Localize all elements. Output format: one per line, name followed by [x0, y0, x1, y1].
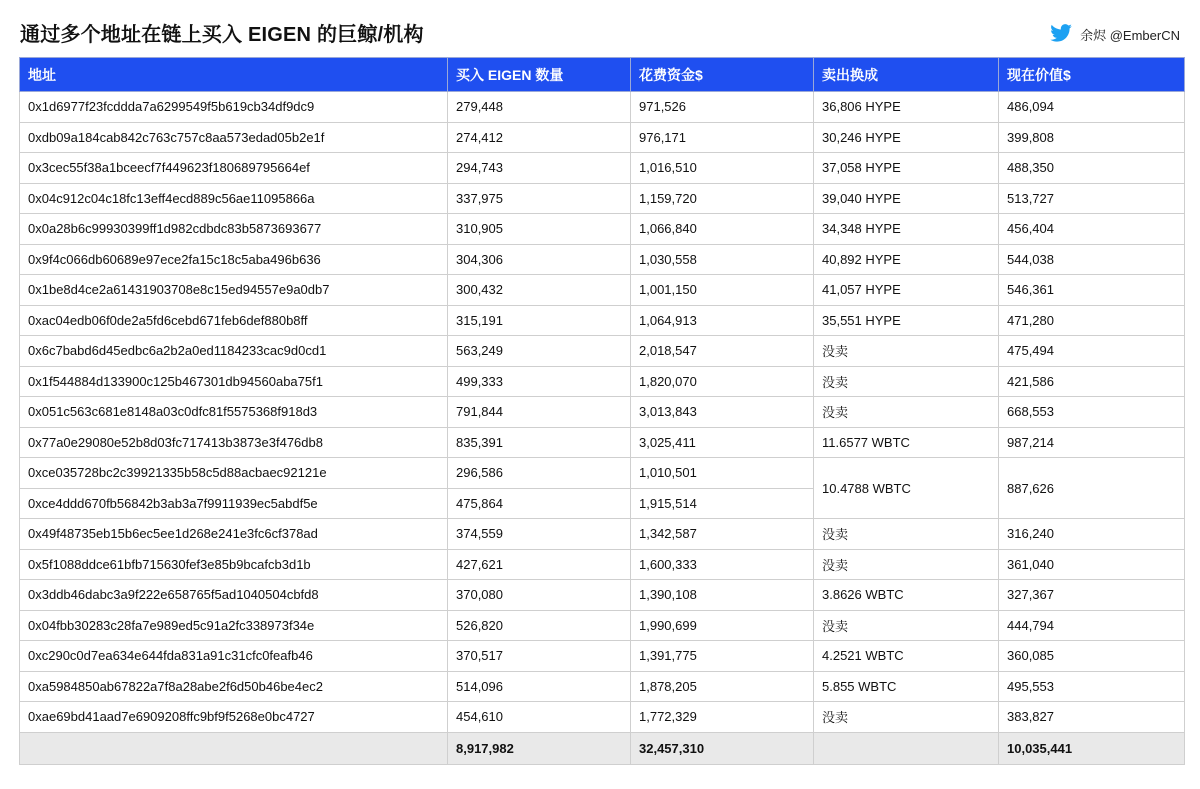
table-row — [20, 610, 1185, 641]
header — [0, 0, 1200, 56]
col-header-sold-for: 卖出换成 — [814, 58, 999, 92]
quantity-cell: 374,559 — [448, 519, 631, 550]
address-cell: 0xa5984850ab67822a7f8a28abe2f6d50b46be4ec2 — [20, 671, 448, 702]
total-quantity: 8,917,982 — [448, 732, 631, 764]
cost-cell: 1,391,775 — [631, 641, 814, 672]
total-sold — [814, 732, 999, 764]
quantity-cell: 475,864 — [448, 488, 631, 519]
total-value: 10,035,441 — [999, 732, 1185, 764]
sold-for-cell: 41,057 HYPE — [814, 275, 999, 306]
cost-cell: 1,820,070 — [631, 366, 814, 397]
current-value-cell: 887,626 — [999, 458, 1185, 519]
quantity-cell: 274,412 — [448, 122, 631, 153]
current-value-cell: 327,367 — [999, 580, 1185, 611]
quantity-cell: 337,975 — [448, 183, 631, 214]
sold-for-cell: 没卖 — [814, 397, 999, 428]
cost-cell: 1,016,510 — [631, 153, 814, 184]
table-row — [20, 702, 1185, 733]
sold-for-cell: 没卖 — [814, 519, 999, 550]
current-value-cell: 513,727 — [999, 183, 1185, 214]
cost-cell: 976,171 — [631, 122, 814, 153]
cost-cell: 1,990,699 — [631, 610, 814, 641]
cost-cell: 3,025,411 — [631, 427, 814, 458]
address-cell: 0x3cec55f38a1bceecf7f449623f180689795664ef — [20, 153, 448, 184]
current-value-cell: 544,038 — [999, 244, 1185, 275]
sold-for-cell: 3.8626 WBTC — [814, 580, 999, 611]
address-cell: 0x49f48735eb15b6ec5ee1d268e241e3fc6cf378ad — [20, 519, 448, 550]
address-cell: 0x051c563c681e8148a03c0dfc81f5575368f918d3 — [20, 397, 448, 428]
current-value-cell: 383,827 — [999, 702, 1185, 733]
cost-cell: 1,878,205 — [631, 671, 814, 702]
address-cell: 0x6c7babd6d45edbc6a2b2a0ed1184233cac9d0cd1 — [20, 336, 448, 367]
table-row — [20, 671, 1185, 702]
table-row — [20, 458, 1185, 489]
address-cell: 0xdb09a184cab842c763c757c8aa573edad05b2e1f — [20, 122, 448, 153]
sold-for-cell: 5.855 WBTC — [814, 671, 999, 702]
twitter-icon — [1050, 24, 1072, 45]
table-row — [20, 519, 1185, 550]
sold-for-cell: 40,892 HYPE — [814, 244, 999, 275]
table-row — [20, 580, 1185, 611]
sold-for-cell: 没卖 — [814, 610, 999, 641]
current-value-cell: 488,350 — [999, 153, 1185, 184]
total-label — [20, 732, 448, 764]
table-row — [20, 153, 1185, 184]
author-credit — [1050, 24, 1180, 45]
address-cell: 0x3ddb46dabc3a9f222e658765f5ad1040504cbfd8 — [20, 580, 448, 611]
quantity-cell: 835,391 — [448, 427, 631, 458]
current-value-cell: 486,094 — [999, 92, 1185, 123]
address-cell: 0x9f4c066db60689e97ece2fa15c18c5aba496b636 — [20, 244, 448, 275]
cost-cell: 1,342,587 — [631, 519, 814, 550]
current-value-cell: 360,085 — [999, 641, 1185, 672]
current-value-cell: 399,808 — [999, 122, 1185, 153]
quantity-cell: 300,432 — [448, 275, 631, 306]
header-row — [20, 58, 1185, 92]
cost-cell: 1,001,150 — [631, 275, 814, 306]
table-row — [20, 183, 1185, 214]
cost-cell: 1,064,913 — [631, 305, 814, 336]
current-value-cell: 421,586 — [999, 366, 1185, 397]
total-cost: 32,457,310 — [631, 732, 814, 764]
table-row — [20, 305, 1185, 336]
current-value-cell: 987,214 — [999, 427, 1185, 458]
sold-for-cell: 没卖 — [814, 549, 999, 580]
address-cell: 0xac04edb06f0de2a5fd6cebd671feb6def880b8ff — [20, 305, 448, 336]
col-header-current-value: 现在价值$ — [999, 58, 1185, 92]
sold-for-cell: 10.4788 WBTC — [814, 458, 999, 519]
address-cell: 0xce4ddd670fb56842b3ab3a7f9911939ec5abdf5e — [20, 488, 448, 519]
quantity-cell: 304,306 — [448, 244, 631, 275]
cost-cell: 3,013,843 — [631, 397, 814, 428]
table-row — [20, 92, 1185, 123]
address-cell: 0xc290c0d7ea634e644fda831a91c31cfc0feafb46 — [20, 641, 448, 672]
col-header-cost: 花费资金$ — [631, 58, 814, 92]
cost-cell: 1,010,501 — [631, 458, 814, 489]
quantity-cell: 315,191 — [448, 305, 631, 336]
current-value-cell: 316,240 — [999, 519, 1185, 550]
cost-cell: 1,159,720 — [631, 183, 814, 214]
sold-for-cell: 36,806 HYPE — [814, 92, 999, 123]
table-row — [20, 641, 1185, 672]
cost-cell: 1,390,108 — [631, 580, 814, 611]
author-handle: 余烬 @EmberCN — [1080, 28, 1180, 43]
quantity-cell: 370,517 — [448, 641, 631, 672]
current-value-cell: 495,553 — [999, 671, 1185, 702]
sold-for-cell: 没卖 — [814, 336, 999, 367]
table-row — [20, 244, 1185, 275]
sold-for-cell: 37,058 HYPE — [814, 153, 999, 184]
table-row — [20, 275, 1185, 306]
address-cell: 0x1f544884d133900c125b467301db94560aba75f1 — [20, 366, 448, 397]
table-row — [20, 336, 1185, 367]
quantity-cell: 279,448 — [448, 92, 631, 123]
cost-cell: 1,915,514 — [631, 488, 814, 519]
address-cell: 0xce035728bc2c39921335b58c5d88acbaec92121e — [20, 458, 448, 489]
sold-for-cell: 没卖 — [814, 702, 999, 733]
current-value-cell: 471,280 — [999, 305, 1185, 336]
quantity-cell: 296,586 — [448, 458, 631, 489]
current-value-cell: 546,361 — [999, 275, 1185, 306]
sold-for-cell: 4.2521 WBTC — [814, 641, 999, 672]
col-header-quantity: 买入 EIGEN 数量 — [448, 58, 631, 92]
col-header-address: 地址 — [20, 58, 448, 92]
sold-for-cell: 没卖 — [814, 366, 999, 397]
address-cell: 0xae69bd41aad7e6909208ffc9bf9f5268e0bc4727 — [20, 702, 448, 733]
table-row — [20, 214, 1185, 245]
address-cell: 0x5f1088ddce61bfb715630fef3e85b9bcafcb3d1b — [20, 549, 448, 580]
quantity-cell: 791,844 — [448, 397, 631, 428]
address-cell: 0x1d6977f23fcddda7a6299549f5b619cb34df9dc9 — [20, 92, 448, 123]
sold-for-cell: 39,040 HYPE — [814, 183, 999, 214]
cost-cell: 2,018,547 — [631, 336, 814, 367]
address-cell: 0x77a0e29080e52b8d03fc717413b3873e3f476db8 — [20, 427, 448, 458]
address-cell: 0x04fbb30283c28fa7e989ed5c91a2fc338973f34e — [20, 610, 448, 641]
table-row — [20, 122, 1185, 153]
table-row — [20, 397, 1185, 428]
quantity-cell: 370,080 — [448, 580, 631, 611]
cost-cell: 1,600,333 — [631, 549, 814, 580]
cost-cell: 971,526 — [631, 92, 814, 123]
cost-cell: 1,030,558 — [631, 244, 814, 275]
quantity-cell: 294,743 — [448, 153, 631, 184]
address-cell: 0x0a28b6c99930399ff1d982cdbdc83b5873693677 — [20, 214, 448, 245]
quantity-cell: 454,610 — [448, 702, 631, 733]
quantity-cell: 427,621 — [448, 549, 631, 580]
quantity-cell: 514,096 — [448, 671, 631, 702]
table-row — [20, 549, 1185, 580]
cost-cell: 1,772,329 — [631, 702, 814, 733]
quantity-cell: 563,249 — [448, 336, 631, 367]
sold-for-cell: 11.6577 WBTC — [814, 427, 999, 458]
sold-for-cell: 34,348 HYPE — [814, 214, 999, 245]
address-cell: 0x04c912c04c18fc13eff4ecd889c56ae11095866a — [20, 183, 448, 214]
current-value-cell: 668,553 — [999, 397, 1185, 428]
table-row — [20, 366, 1185, 397]
current-value-cell: 444,794 — [999, 610, 1185, 641]
sold-for-cell: 35,551 HYPE — [814, 305, 999, 336]
address-cell: 0x1be8d4ce2a61431903708e8c15ed94557e9a0db7 — [20, 275, 448, 306]
quantity-cell: 499,333 — [448, 366, 631, 397]
quantity-cell: 310,905 — [448, 214, 631, 245]
cost-cell: 1,066,840 — [631, 214, 814, 245]
table-row — [20, 427, 1185, 458]
totals-row — [20, 732, 1185, 764]
current-value-cell: 475,494 — [999, 336, 1185, 367]
whale-table — [19, 57, 1185, 765]
sold-for-cell: 30,246 HYPE — [814, 122, 999, 153]
page-title: 通过多个地址在链上买入 EIGEN 的巨鲸/机构 — [20, 24, 424, 46]
quantity-cell: 526,820 — [448, 610, 631, 641]
current-value-cell: 456,404 — [999, 214, 1185, 245]
current-value-cell: 361,040 — [999, 549, 1185, 580]
